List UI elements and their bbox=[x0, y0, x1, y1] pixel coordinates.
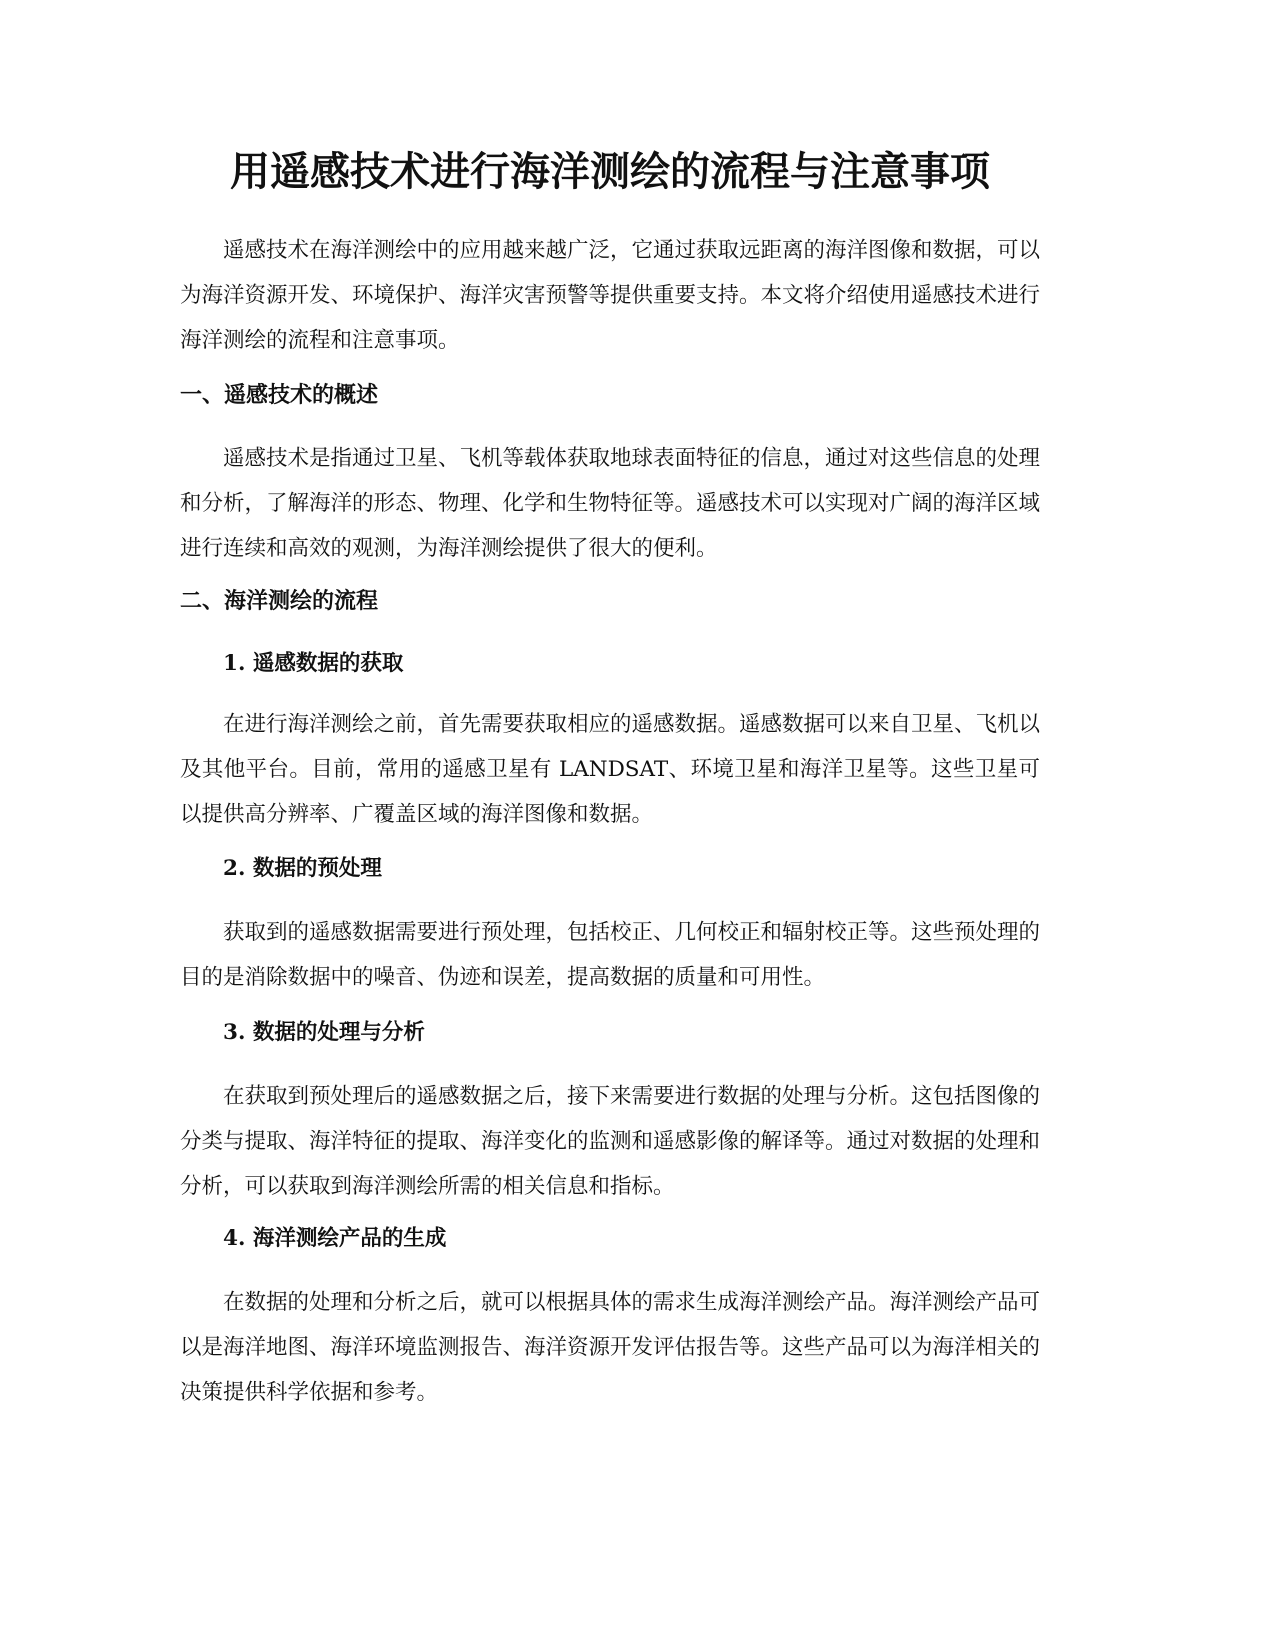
intro-paragraph: 遥感技术在海洋测绘中的应用越来越广泛，它通过获取远距离的海洋图像和数据，可以为海洋资源开发、环境保护、海洋灾害预警等提供重要支持。本文将介绍使用遥感技术进行海洋测绘的流程和注意事项。 bbox=[180, 238, 1041, 353]
step-paragraph-preprocessing: 获取到的遥感数据需要进行预处理，包括校正、几何校正和辐射校正等。这些预处理的目的是消除数据中的噪音、伪迹和误差，提高数据的质量和可用性。 bbox=[180, 920, 1041, 990]
step-heading-data-acquisition: 1. 遥感数据的获取 bbox=[223, 651, 404, 676]
page-title: 用遥感技术进行海洋测绘的流程与注意事项 bbox=[230, 149, 990, 195]
section-heading-process: 二、海洋测绘的流程 bbox=[180, 589, 379, 614]
step-paragraph-data-acquisition: 在进行海洋测绘之前，首先需要获取相应的遥感数据。遥感数据可以来自卫星、飞机以及其他平台。目前，常用的遥感卫星有 LANDSAT、环境卫星和海洋卫星等。这些卫星可以提供高分辨率、广覆盖区域的海洋图像和数据。 bbox=[180, 712, 1041, 827]
step-paragraph-product-generation: 在数据的处理和分析之后，就可以根据具体的需求生成海洋测绘产品。海洋测绘产品可以是海洋地图、海洋环境监测报告、海洋资源开发评估报告等。这些产品可以为海洋相关的决策提供科学依据和参考。 bbox=[180, 1290, 1041, 1405]
step-heading-preprocessing: 2. 数据的预处理 bbox=[223, 856, 382, 881]
section-heading-overview: 一、遥感技术的概述 bbox=[180, 383, 379, 408]
overview-paragraph: 遥感技术是指通过卫星、飞机等载体获取地球表面特征的信息，通过对这些信息的处理和分析，了解海洋的形态、物理、化学和生物特征等。遥感技术可以实现对广阔的海洋区域进行连续和高效的观测，为海洋测绘提供了很大的便利。 bbox=[180, 446, 1041, 561]
step-heading-product-generation: 4. 海洋测绘产品的生成 bbox=[223, 1226, 447, 1251]
step-heading-processing-analysis: 3. 数据的处理与分析 bbox=[223, 1020, 425, 1045]
step-paragraph-processing-analysis: 在获取到预处理后的遥感数据之后，接下来需要进行数据的处理与分析。这包括图像的分类与提取、海洋特征的提取、海洋变化的监测和遥感影像的解译等。通过对数据的处理和分析，可以获取到海洋测绘所需的相关信息和指标。 bbox=[180, 1084, 1041, 1199]
